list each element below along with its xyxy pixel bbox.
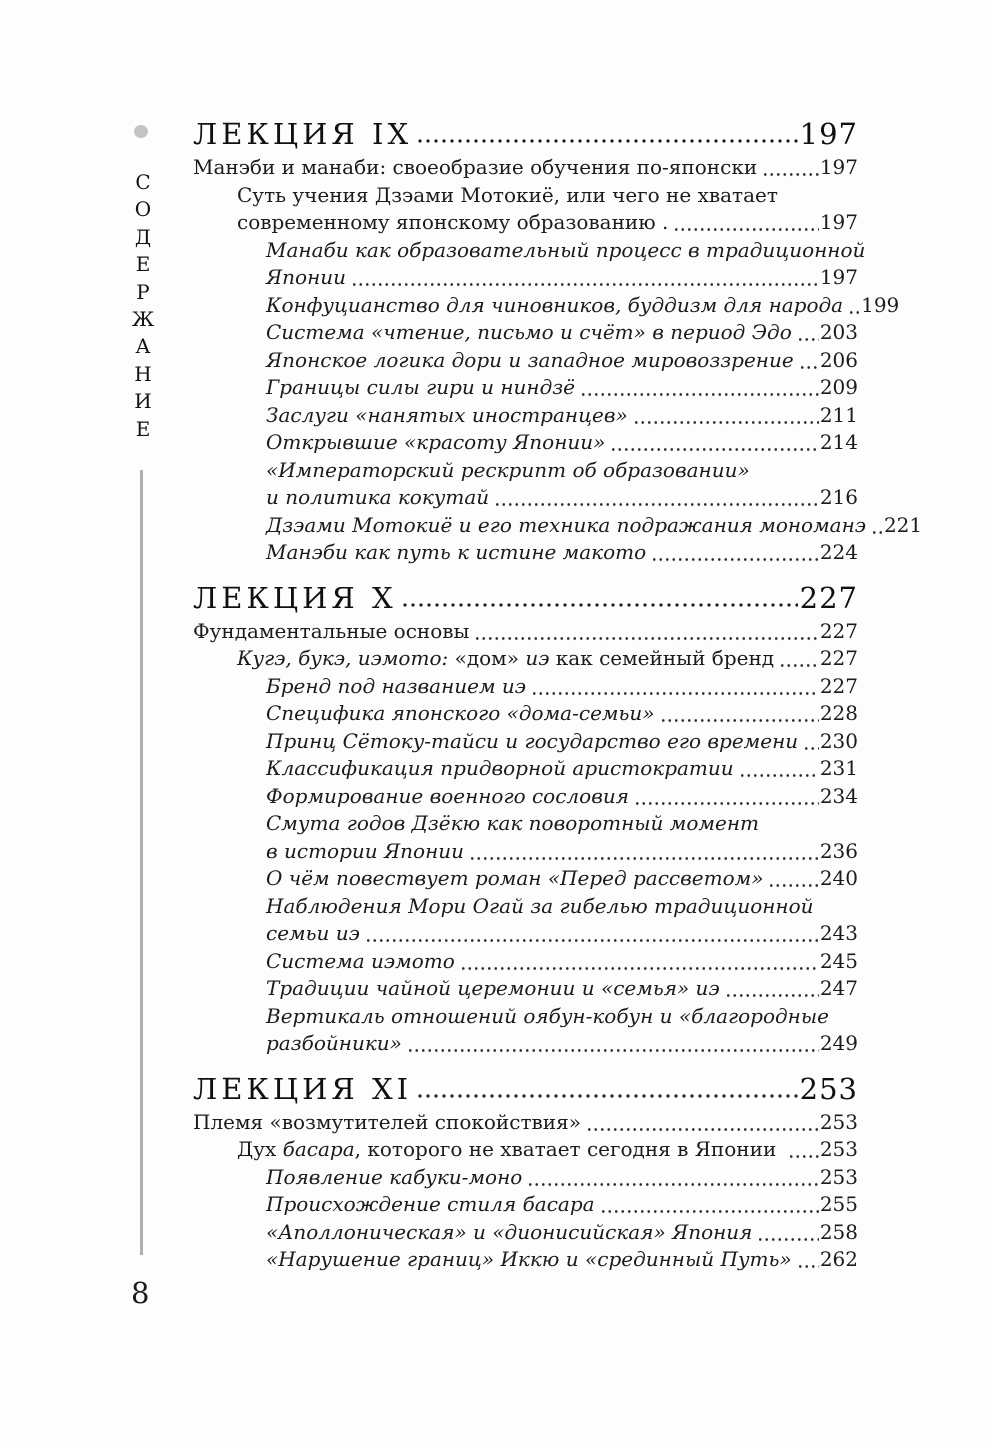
vertical-letter: И [134,389,152,414]
dot-leader [651,539,819,567]
toc-heading-label: ЛЕКЦИЯ X [193,580,397,615]
vertical-letter: Р [136,279,150,304]
toc-heading-label: ЛЕКЦИЯ XI [193,1071,413,1106]
toc-entry-line [266,292,900,320]
toc-entry-text-part: Кугэ, букэ, иэмото: [237,646,449,670]
toc-entry-line [266,484,858,512]
toc-entry-line [193,618,858,646]
dot-leader [600,1191,819,1219]
toc-entry-text [237,645,774,673]
page-number: 8 [131,1276,150,1310]
dot-leader [365,920,819,948]
toc-entry-text-part: Появление кабуки-моно [266,1164,523,1189]
dot-leader [871,512,883,540]
toc-heading-page: 227 [799,580,858,615]
toc-entry-text [266,1164,522,1192]
dot-leader [527,1164,819,1192]
toc-entry-text [266,539,646,567]
toc-entry-text-part: Открывшие «красоту Японии» [266,430,606,454]
toc-entry-line [237,645,858,673]
toc-entry-text [266,484,489,512]
toc-entry-text [266,948,455,976]
dot-leader [460,948,819,976]
toc-section [193,1071,858,1274]
toc-entry-line [266,402,858,430]
dot-leader [660,700,819,728]
toc-entry-line [266,893,858,921]
toc-page-ref: 253 [819,1164,858,1189]
toc-entry-text [193,154,757,182]
toc-page-ref: 214 [819,430,858,454]
toc-entry-text-part: иэ [525,646,550,670]
toc-entry-line [266,319,858,347]
toc-entry-text-part: Система «чтение, письмо и счёт» в период Эдо [266,320,792,344]
toc-entry-text [266,429,605,457]
toc-entry-text [266,1003,829,1031]
toc-heading-page: 197 [799,117,858,151]
toc-entry-text [266,1219,752,1247]
toc-entry-line [266,539,858,567]
toc-entry-text-part: как семейный бренд [549,646,775,670]
toc-entry-line [266,838,858,866]
toc-page-ref: 224 [819,540,858,564]
dot-leader [779,645,819,673]
toc-entry-text [266,755,734,783]
toc-entry-text-part: басара [282,1137,355,1161]
toc-entry-text-part: в истории Японии [266,838,465,863]
dot-leader [757,1219,818,1247]
toc-entry-text [266,374,575,402]
toc-entry-text-part: Манэби как путь к истине макото [266,540,647,564]
toc-entry-line [266,948,858,976]
vertical-letter: Е [135,416,151,441]
toc-entry-line [266,920,858,948]
toc-page-ref: 197 [819,265,858,289]
toc-page-ref: 249 [819,1031,858,1055]
toc-entry-line [266,237,866,265]
toc-entry-text [266,1246,792,1274]
toc-page-ref: 221 [883,512,923,537]
toc-entry-line [266,374,858,402]
toc-entry-line [266,1219,858,1247]
toc-entry-text-part: Бренд под названием иэ [266,673,526,698]
toc-entry-text-part: «Нарушение границ» Иккю и «срединный Путь» [266,1247,792,1271]
toc-entry-text [266,1191,595,1219]
toc-entry-text-part: семьи иэ [266,921,360,945]
toc-entry-line [266,755,858,783]
toc-page-ref: 211 [819,402,858,427]
toc-page-ref: 243 [819,921,858,945]
dot-leader [494,484,819,512]
dot-leader [788,1136,819,1164]
toc-page-ref: 228 [819,701,858,725]
toc-entry-text-part: Вертикаль отношений оябун-кобун и «благородные [266,1003,829,1028]
dot-leader [531,673,819,701]
toc-entry-text-part: Наблюдения Мори Огай за гибелью традиционной [266,893,814,918]
toc-page-ref: 247 [819,976,858,1000]
toc-page-ref: 199 [861,292,900,317]
toc-page-ref: 197 [819,155,858,179]
toc-entry-text [266,237,865,265]
toc-entry-line [266,865,858,893]
toc-entry-text [266,347,794,375]
toc-entry-text-part: разбойники» [266,1031,402,1055]
toc-entry-line [237,1136,858,1164]
toc-page-ref: 230 [819,728,858,753]
toc-heading-row [193,116,858,152]
toc-entry-line [266,1030,858,1058]
vertical-letter: Е [135,252,151,277]
toc-heading-row [193,580,858,616]
toc-entry-text-part: «Аполлоническая» и «дионисийская» Япония [266,1219,753,1244]
toc-entry-text-part: Манэби и манаби: своеобразие обучения по-японски [193,155,758,179]
toc-entry-text-part: Границы силы гири и ниндзё [266,375,576,399]
toc-entry-text [266,512,866,540]
toc-entry-line [266,1246,858,1274]
dot-leader [673,209,818,237]
toc-entry-text-part: Суть учения Дзэами Мотокиё, или чего не хватает [237,182,778,207]
dot-leader [586,1109,819,1137]
toc-entry-text [266,728,798,756]
dot-leader [633,402,819,430]
toc-entry-text [266,838,464,866]
vertical-letter: А [135,334,151,359]
toc-entry-line [266,457,858,485]
toc-entry-text-part: Племя «возмутителей спокойствия» [193,1109,581,1134]
toc-entry-line [266,673,858,701]
toc-entry-text [266,402,628,430]
toc-entry-text-part: О чём повествует роман «Перед рассветом» [266,866,764,890]
toc-entry-text [266,975,720,1003]
toc-entry-text-part: Дзэами Мотокиё и его техника подражания мономанэ [266,512,866,537]
dot-leader [739,755,819,783]
toc-entry-text-part: современному японскому образованию . [237,210,669,234]
dot-leader [803,728,819,756]
toc-page-ref: 236 [819,838,858,863]
dot-leader [634,783,819,811]
dot-leader [848,292,860,320]
toc-entry-text [237,1136,783,1164]
toc-entry-text [266,457,750,485]
toc-heading-row [193,1071,858,1107]
toc-page-ref: 227 [819,673,858,698]
toc-page-ref: 227 [819,618,858,643]
toc-entry-text [266,673,526,701]
toc-page-ref: 209 [819,375,858,399]
toc-entry-text [193,618,469,646]
toc-heading-label: ЛЕКЦИЯ IX [193,117,413,151]
toc-entry-line [266,728,858,756]
dot-leader [768,865,818,893]
toc-entry-text-part: Традиции чайной церемонии и «семья» иэ [266,976,720,1000]
toc-page-ref: 231 [819,756,858,780]
toc-entry-text [266,319,792,347]
toc-entry-text-part: Классификация придворной аристократии [266,756,734,780]
toc-entry-text-part: Японское логика дори и западное мировоззрение [266,347,794,372]
toc-entry-text [266,1030,402,1058]
toc-entry-text-part: Смута годов Дзёкю как поворотный момент [266,811,759,835]
toc-entry-text [266,700,655,728]
toc-entry-line [266,783,858,811]
dot-leader [407,1030,819,1058]
toc-entry-text-part: Формирование военного сословия [266,783,629,808]
toc-entry-text [237,209,668,237]
toc-page-ref: 253 [819,1109,858,1134]
toc-page-ref: 253 [819,1137,858,1161]
toc-page-ref: 245 [819,948,858,973]
toc-entry-text-part: , которого не хватает сегодня в Японии [354,1137,783,1161]
toc-entry-text-part: Специфика японского «дома-семьи» [266,701,655,725]
toc-entry-text [237,182,778,210]
toc-page-ref: 262 [819,1247,858,1271]
toc-entry-line [237,182,858,210]
toc-page-ref: 234 [819,783,858,808]
toc-page-ref: 227 [819,646,858,670]
toc-section [193,116,923,567]
toc-heading-page: 253 [799,1071,858,1106]
vertical-letter: Д [134,224,152,249]
dot-leader [580,374,819,402]
dot-leader [416,1071,798,1107]
toc-entry-line [266,700,858,728]
toc-entry-line [266,1003,858,1031]
toc-entry-line [266,1191,858,1219]
toc-entry-text-part: Дух [237,1137,283,1161]
toc-entry-text-part: Фундаментальные основы [193,618,470,643]
dot-leader [797,319,819,347]
toc-entry-line [193,1109,858,1137]
toc-entry-text [266,264,346,292]
toc-entry-text [266,292,843,320]
toc-page-ref: 203 [819,320,858,344]
toc-entry-text [266,810,759,838]
toc-entry-text-part: Японии [266,265,347,289]
toc-entry-text-part: Принц Сётоку-тайси и государство его времени [266,728,799,753]
dot-leader [401,580,798,616]
toc-entry-text [266,893,814,921]
toc-entry-text [266,783,629,811]
dot-leader [610,429,818,457]
toc-entry-text [193,1109,581,1137]
dot-leader [469,838,819,866]
toc-page-ref: 206 [819,347,858,372]
dot-leader [474,618,818,646]
toc-entry-line [266,975,858,1003]
toc-page-ref: 258 [819,1219,858,1244]
toc-entry-line [266,1164,858,1192]
dot-leader [725,975,819,1003]
toc-entry-text-part: и политика кокутай [266,485,490,509]
toc-entry-line [266,429,858,457]
vertical-letter: Ж [131,307,155,332]
vertical-letter: О [134,197,152,222]
toc-entry-line [266,264,858,292]
toc-entry-text-part: Конфуцианство для чиновников, буддизм для народа [266,292,844,317]
dot-leader [351,264,819,292]
dot-leader [416,116,798,152]
toc-entry-text-part: Манаби как образовательный процесс в традиционной [266,237,866,262]
toc-entry-line [266,810,858,838]
toc-entry-text [266,920,360,948]
toc-entry-text-part: Заслуги «нанятых иностранцев» [266,402,628,427]
toc-entry-text-part: Система иэмото [266,948,455,973]
toc-entry-line [266,512,923,540]
toc-section [193,580,858,1058]
toc-entry-text [266,865,763,893]
toc-entry-line [266,347,858,375]
toc-entry-text-part: «дом» [448,646,526,670]
vertical-letter: Н [134,361,152,386]
toc-entry-line [237,209,858,237]
toc-entry-line [193,154,858,182]
toc-entry-text-part: «Императорский рескрипт об образовании» [266,457,750,482]
dot-leader [762,154,819,182]
toc-page-ref: 240 [819,866,858,890]
dot-leader [797,1246,819,1274]
toc-entry-text-part: Происхождение стиля басара [266,1192,595,1216]
toc-page-ref: 197 [819,210,858,234]
dot-leader [799,347,819,375]
vertical-letter: С [135,170,151,194]
toc-page-ref: 255 [819,1192,858,1216]
toc-page-ref: 216 [819,485,858,509]
